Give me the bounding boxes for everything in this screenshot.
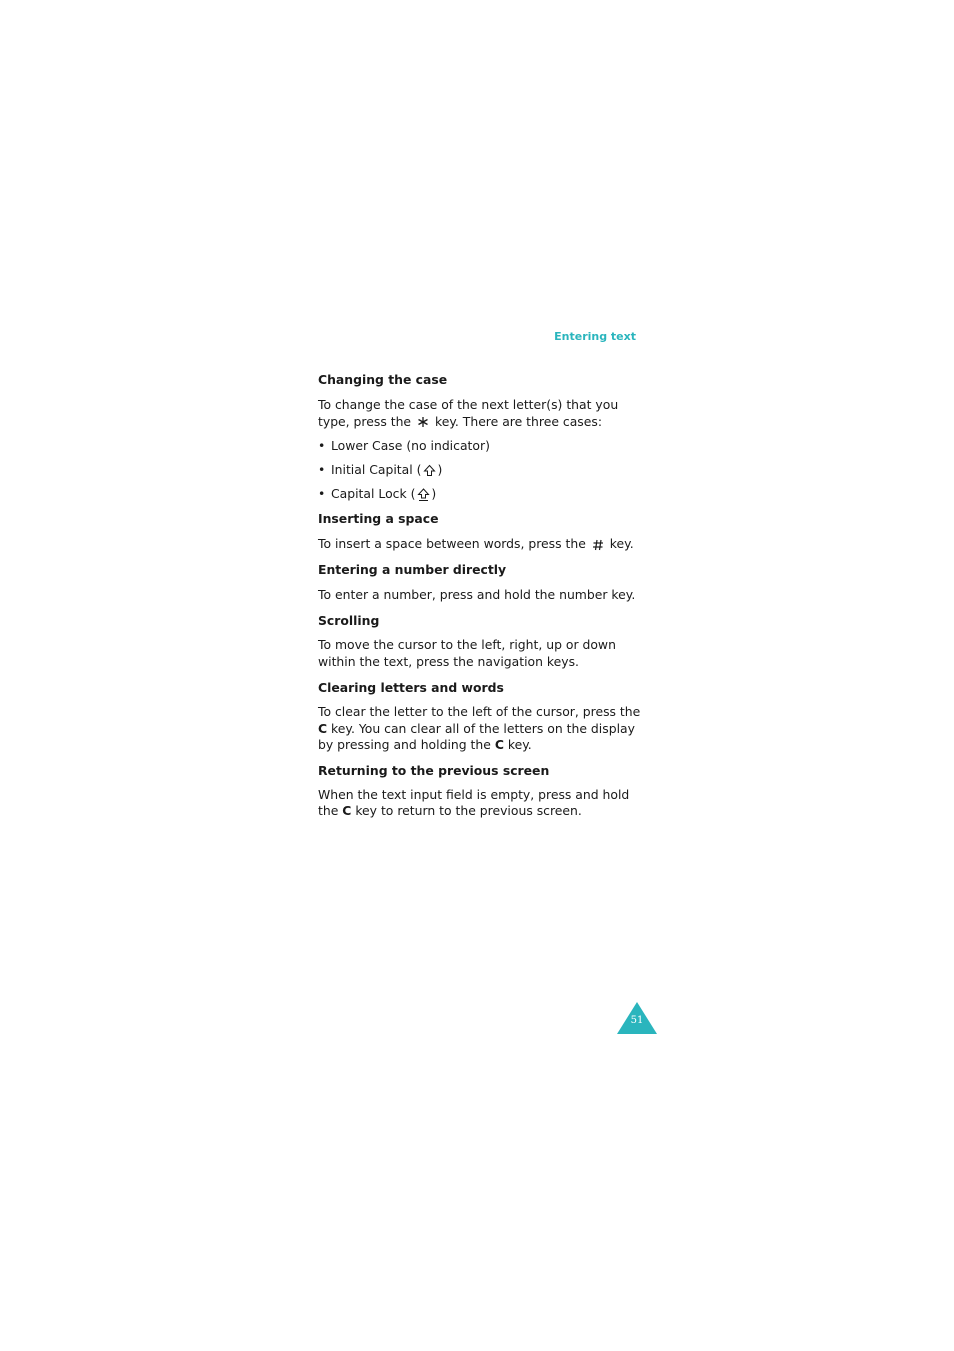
para-changing-case (318, 397, 648, 430)
para-text: key. You can clear all of the letters on the display (327, 720, 635, 736)
heading-clearing: Clearing letters and words (318, 680, 504, 695)
para-text: When the text input field is empty, press and hold (318, 786, 630, 802)
para-number-directly: To enter a number, press and hold the number key. (318, 586, 636, 602)
para-scrolling (318, 637, 648, 670)
para-inserting-space (318, 536, 648, 553)
bullet-text: Initial Capital ( (331, 462, 422, 477)
running-header: Entering text (554, 330, 636, 343)
para-returning (318, 787, 648, 820)
heading-scrolling: Scrolling (318, 613, 380, 628)
star-key-icon (415, 416, 431, 428)
para-text: To move the cursor to the left, right, up or down (318, 637, 616, 652)
bullet-text: Lower Case (no indicator) (331, 438, 490, 453)
page-number: 51 (630, 1015, 644, 1026)
bullet-text: Capital Lock ( (331, 486, 416, 501)
bullet-capital-lock: • Capital Lock ( ) (318, 486, 437, 501)
para-text: To change the case of the next letter(s) that you (318, 397, 619, 412)
para-text: the (318, 803, 343, 818)
shift-lock-arrow-icon (415, 488, 431, 502)
bullet-text: ) (437, 462, 443, 477)
para-text: key. (609, 536, 634, 551)
para-text: key. (503, 737, 532, 752)
para-text: type, press the (318, 413, 412, 429)
para-text: To insert a space between words, press the (318, 536, 586, 551)
para-text: key to return to the previous screen. (351, 803, 582, 818)
bullet-text: ) (431, 486, 437, 501)
bullet-lower-case: • Lower Case (no indicator) (318, 438, 490, 453)
para-text: by pressing and holding the (318, 737, 495, 752)
shift-arrow-icon (421, 464, 437, 477)
para-text: To clear the letter to the left of the cursor, press the (318, 704, 641, 719)
heading-number-directly: Entering a number directly (318, 561, 507, 577)
bullet-initial-capital: • Initial Capital ( ) (318, 462, 443, 477)
para-text: within the text, press the navigation keys. (318, 653, 579, 669)
c-key-label: C (342, 803, 352, 818)
heading-changing-case: Changing the case (318, 372, 448, 387)
para-clearing (318, 704, 648, 754)
c-key-label: C (494, 737, 504, 752)
para-text: key. There are three cases: (434, 413, 603, 429)
page-number-badge (617, 1002, 657, 1034)
heading-returning: Returning to the previous screen (318, 762, 550, 778)
page-content (318, 371, 648, 820)
heading-inserting-space: Inserting a space (318, 511, 439, 526)
c-key-label: C (318, 720, 328, 736)
hash-key-icon (590, 539, 606, 551)
